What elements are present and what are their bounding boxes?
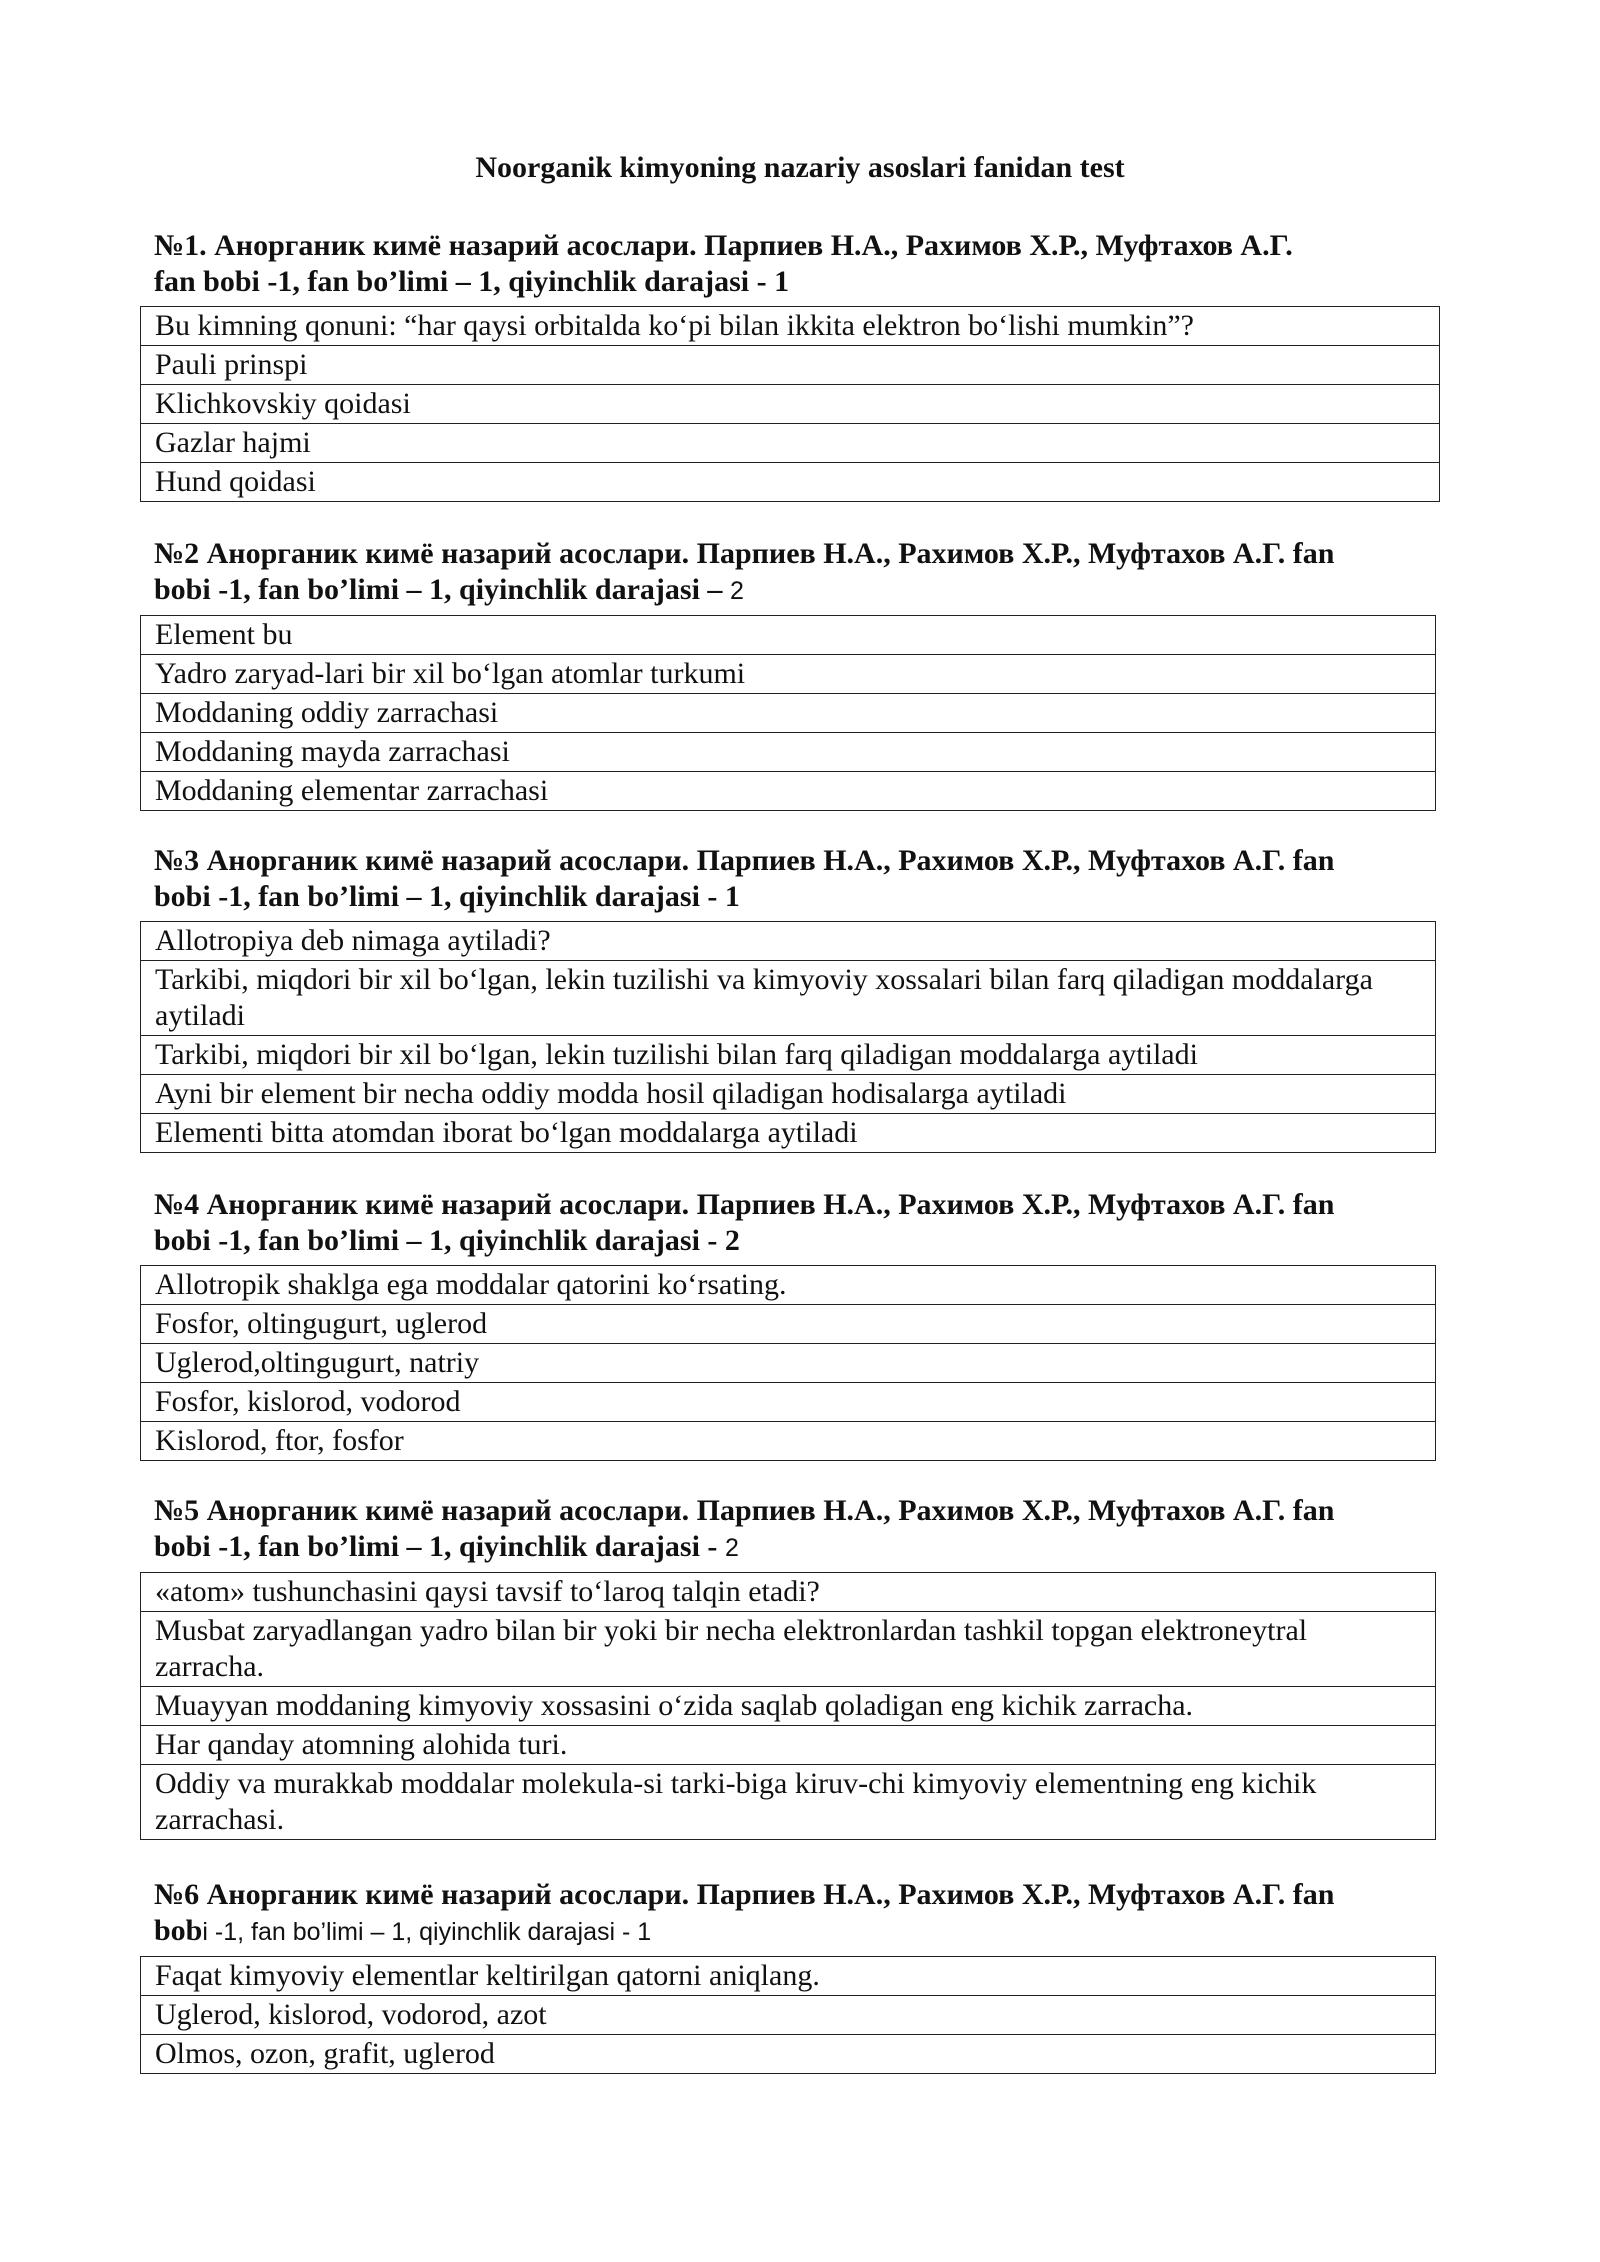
answer-row bbox=[141, 961, 1436, 1036]
answer-row bbox=[141, 1305, 1436, 1344]
question-text: Element bu bbox=[141, 616, 1436, 655]
answer-option: Oddiy va murakkab moddalar molekula-si tarki-biga kiruv-chi kimyoviy elementning eng kichik zarrachasi. bbox=[141, 1765, 1436, 1840]
heading-line-1: №4 Анорганик кимё назарий асослари. Парпиев Н.А., Рахимов Х.Р., Муфтахов А.Г. fan bbox=[154, 1188, 1335, 1221]
question-table bbox=[140, 1956, 1436, 2074]
page-title: Noorganik kimyoning nazariy asoslari fanidan test bbox=[475, 151, 1125, 184]
question-heading bbox=[140, 228, 1440, 300]
answer-option: Yadro zaryad-lari bir xil bo‘lgan atomlar turkumi bbox=[141, 655, 1436, 694]
answer-row bbox=[141, 694, 1436, 733]
answer-row bbox=[141, 424, 1440, 463]
answer-row bbox=[141, 1687, 1436, 1726]
question-text: Allotropik shaklga ega moddalar qatorini ko‘rsating. bbox=[141, 1266, 1436, 1305]
answer-row bbox=[141, 1383, 1436, 1422]
heading-line-1: №3 Анорганик кимё назарий асослари. Парпиев Н.А., Рахимов Х.Р., Муфтахов А.Г. fan bbox=[154, 844, 1335, 877]
question-row bbox=[141, 307, 1440, 346]
answer-row bbox=[141, 346, 1440, 385]
answer-option: Hund qoidasi bbox=[141, 463, 1440, 502]
question-heading bbox=[140, 536, 1436, 609]
answer-row bbox=[141, 1765, 1436, 1840]
question-block-6 bbox=[140, 1877, 1436, 2074]
answer-row bbox=[141, 1996, 1436, 2035]
heading-line-1: №1. Анорганик кимё назарий асослари. Парпиев Н.А., Рахимов Х.Р., Муфтахов А.Г. bbox=[154, 229, 1293, 262]
question-row bbox=[141, 1266, 1436, 1305]
heading-line-2: fan bobi -1, fan bo’limi – 1, qiyinchlik darajasi - 1 bbox=[154, 265, 790, 298]
answer-option: Musbat zaryadlangan yadro bilan bir yoki bir necha elektronlardan tashkil topgan elektroneytral zarracha. bbox=[141, 1612, 1436, 1687]
answer-row bbox=[141, 385, 1440, 424]
answer-option: Tarkibi, miqdori bir xil bo‘lgan, lekin tuzilishi va kimyoviy xossalari bilan farq qiladigan moddalarga aytiladi bbox=[141, 961, 1436, 1036]
answer-option: Pauli prinspi bbox=[141, 346, 1440, 385]
question-block-1 bbox=[140, 228, 1440, 502]
heading-line-1: №5 Анорганик кимё назарий асослари. Парпиев Н.А., Рахимов Х.Р., Муфтахов А.Г. fan bbox=[154, 1494, 1335, 1527]
question-row bbox=[141, 1573, 1436, 1612]
answer-row bbox=[141, 1344, 1436, 1383]
answer-option: Olmos, ozon, grafit, uglerod bbox=[141, 2035, 1436, 2074]
question-text: Allotropiya deb nimaga aytiladi? bbox=[141, 922, 1436, 961]
answer-option: Kislorod, ftor, fosfor bbox=[141, 1422, 1436, 1461]
answer-row bbox=[141, 733, 1436, 772]
answer-option: Tarkibi, miqdori bir xil bo‘lgan, lekin tuzilishi bilan farq qiladigan moddalarga aytiladi bbox=[141, 1036, 1436, 1075]
answer-row bbox=[141, 1612, 1436, 1687]
answer-option: Muayyan moddaning kimyoviy xossasini o‘zida saqlab qoladigan eng kichik zarracha. bbox=[141, 1687, 1436, 1726]
answer-option: Moddaning elementar zarrachasi bbox=[141, 772, 1436, 811]
question-heading bbox=[140, 843, 1436, 915]
answer-option: Uglerod,oltingugurt, natriy bbox=[141, 1344, 1436, 1383]
heading-line-2: bobi -1, fan bo’limi – 1, qiyinchlik darajasi - 1 bbox=[154, 880, 740, 913]
answer-option: Uglerod, kislorod, vodorod, azot bbox=[141, 1996, 1436, 2035]
answer-option: Moddaning mayda zarrachasi bbox=[141, 733, 1436, 772]
question-table bbox=[140, 921, 1436, 1153]
question-table bbox=[140, 1572, 1436, 1840]
answer-option: Fosfor, oltingugurt, uglerod bbox=[141, 1305, 1436, 1344]
question-heading bbox=[140, 1493, 1436, 1566]
answer-option: Fosfor, kislorod, vodorod bbox=[141, 1383, 1436, 1422]
answer-row bbox=[141, 655, 1436, 694]
heading-line-2: bobi -1, fan bo’limi – 1, qiyinchlik darajasi - 1 bbox=[154, 1914, 652, 1947]
question-table bbox=[140, 615, 1436, 811]
answer-option: Klichkovskiy qoidasi bbox=[141, 385, 1440, 424]
answer-row bbox=[141, 1422, 1436, 1461]
question-text: Bu kimning qonuni: “har qaysi orbitalda ko‘pi bilan ikkita elektron bo‘lishi mumkin”? bbox=[141, 307, 1440, 346]
question-block-4 bbox=[140, 1187, 1436, 1461]
answer-row bbox=[141, 1075, 1436, 1114]
answer-option: Ayni bir element bir necha oddiy modda hosil qiladigan hodisalarga aytiladi bbox=[141, 1075, 1436, 1114]
question-block-3 bbox=[140, 843, 1436, 1153]
heading-line-2: bobi -1, fan bo’limi – 1, qiyinchlik darajasi - 2 bbox=[154, 1224, 740, 1257]
answer-row bbox=[141, 1726, 1436, 1765]
answer-row bbox=[141, 772, 1436, 811]
question-text: «atom» tushunchasini qaysi tavsif to‘laroq talqin etadi? bbox=[141, 1573, 1436, 1612]
answer-option: Har qanday atomning alohida turi. bbox=[141, 1726, 1436, 1765]
answer-option: Moddaning oddiy zarrachasi bbox=[141, 694, 1436, 733]
question-row bbox=[141, 1957, 1436, 1996]
question-block-2 bbox=[140, 536, 1436, 811]
question-table bbox=[140, 306, 1440, 502]
answer-row bbox=[141, 1114, 1436, 1153]
answer-option: Elementi bitta atomdan iborat bo‘lgan moddalarga aytiladi bbox=[141, 1114, 1436, 1153]
question-row bbox=[141, 616, 1436, 655]
heading-line-2: bobi -1, fan bo’limi – 1, qiyinchlik darajasi – 2 bbox=[154, 573, 744, 606]
answer-row bbox=[141, 2035, 1436, 2074]
heading-line-2: bobi -1, fan bo’limi – 1, qiyinchlik darajasi - 2 bbox=[154, 1530, 739, 1563]
heading-line-1: №2 Анорганик кимё назарий асослари. Парпиев Н.А., Рахимов Х.Р., Муфтахов А.Г. fan bbox=[154, 537, 1335, 570]
question-row bbox=[141, 922, 1436, 961]
heading-line-1: №6 Анорганик кимё назарий асослари. Парпиев Н.А., Рахимов Х.Р., Муфтахов А.Г. fan bbox=[154, 1878, 1335, 1911]
answer-row bbox=[141, 1036, 1436, 1075]
answer-row bbox=[141, 463, 1440, 502]
question-table bbox=[140, 1265, 1436, 1461]
answer-option: Gazlar hajmi bbox=[141, 424, 1440, 463]
question-text: Faqat kimyoviy elementlar keltirilgan qatorni aniqlang. bbox=[141, 1957, 1436, 1996]
question-heading bbox=[140, 1877, 1436, 1950]
question-heading bbox=[140, 1187, 1436, 1259]
question-block-5 bbox=[140, 1493, 1436, 1840]
